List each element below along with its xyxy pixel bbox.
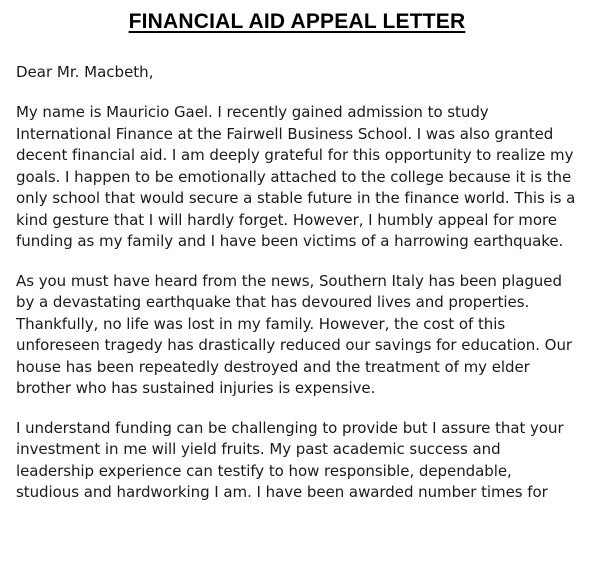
letter-paragraph-1: My name is Mauricio Gael. I recently gained admission to study International Finance at the Fairwell Business School. I was also granted decent financial aid. I am deeply grateful for this opportunity to realize my goals. I happen to be emotionally attached to the college because it is the only school that would secure a stable future in the finance world. This is a kind gesture that I will hardly forget. However, I humbly appeal for more funding as my family and I have been victims of a harrowing earthquake.: [16, 103, 576, 250]
letter-document: [16, 10, 578, 522]
letter-salutation: Dear Mr. Macbeth,: [16, 63, 154, 81]
letter-paragraph-2: As you must have heard from the news, Southern Italy has been plagued by a devastating earthquake that has devoured lives and properties. Thankfully, no life was lost in my family. However, the cost of this unforeseen tragedy has drastically reduced our savings for education. Our house has been repeatedly destroyed and the treatment of my elder brother who has sustained injuries is expensive.: [16, 271, 573, 397]
letter-paragraph-3: I understand funding can be challenging to provide but I assure that your investment in me will yield fruits. My past academic success and leadership experience can testify to how responsible, dependable, studious and hardworking I am. I have been awarded number times for: [16, 418, 564, 501]
letter-title: FINANCIAL AID APPEAL LETTER: [128, 10, 466, 33]
